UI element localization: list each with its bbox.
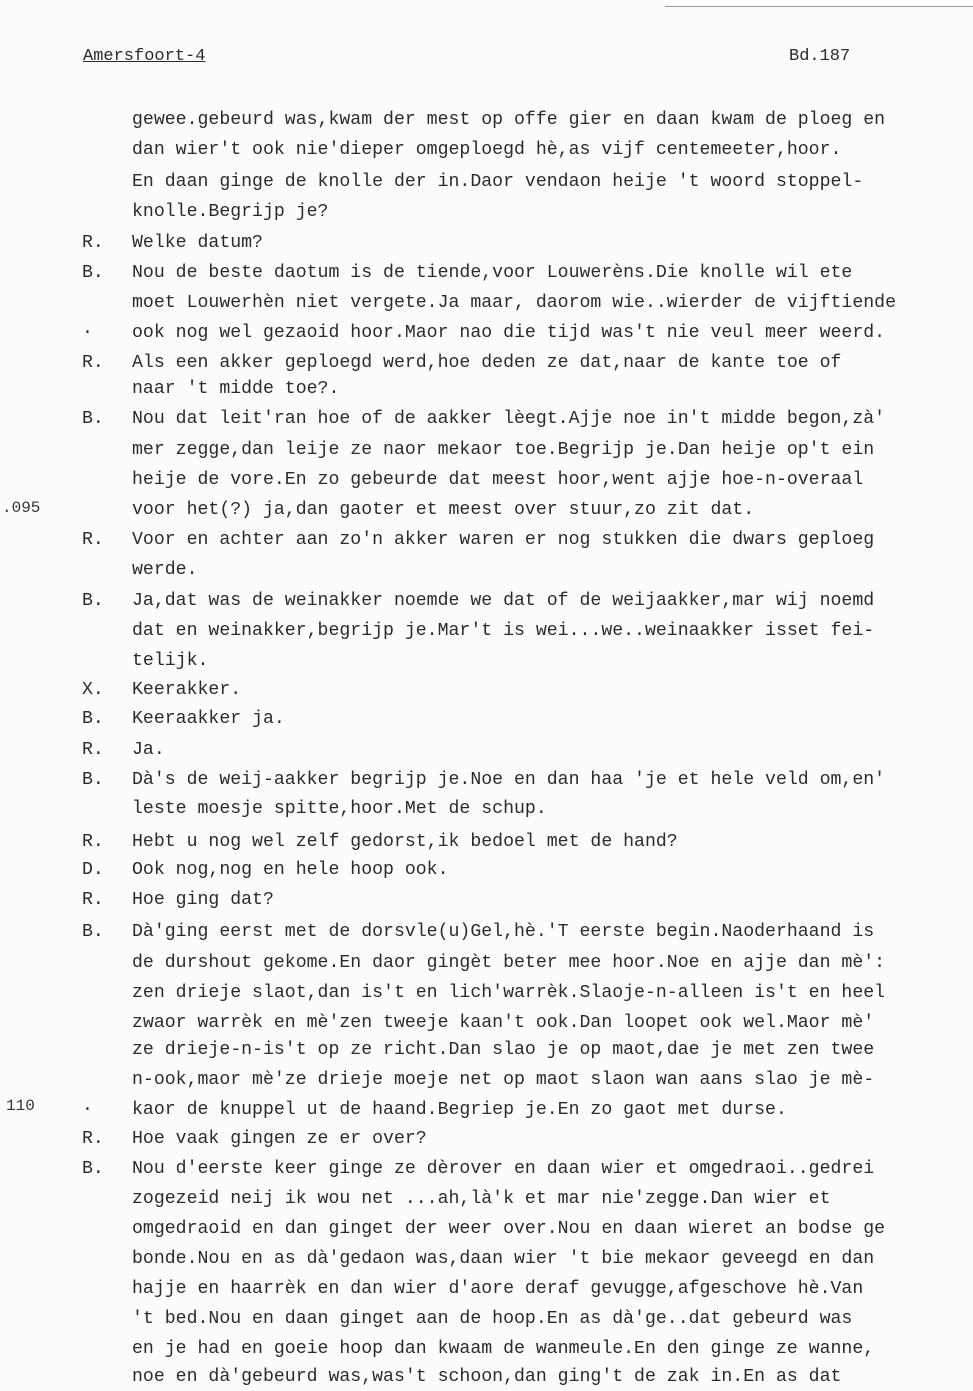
transcript-line (0, 407, 973, 431)
transcript-line (0, 1217, 973, 1241)
transcript-line (0, 1277, 973, 1301)
line-text: knolle.Begrijp je? (132, 202, 329, 222)
line-text: Hebt u nog wel zelf gedorst,ik bedoel met de hand? (132, 832, 678, 852)
transcript-line (0, 438, 973, 462)
transcript-line (0, 1187, 973, 1211)
speaker-label: R. (82, 353, 104, 373)
line-text: moet Louwerhèn niet vergete.Ja maar, daorom wie..wierder de vijftiende (132, 293, 896, 313)
transcript-line (0, 200, 973, 224)
line-text: bonde.Nou en as dà'gedaon was,daan wier 't bie mekaor geveegd en dan (132, 1249, 875, 1269)
line-text: Als een akker geploegd werd,hoe deden ze dat,naar de kante toe of (132, 353, 842, 373)
speaker-label: R. (82, 890, 104, 910)
transcript-line (0, 138, 973, 162)
transcript-line (0, 1365, 973, 1389)
transcript-line (0, 377, 973, 401)
line-text: zen drieje slaot,dan is't en lich'warrèk.Slaoje-n-alleen is't en heel (132, 983, 886, 1003)
line-text: Nou dat leit'ran hoe of de aakker lèegt.Ajje noe in't midde begon,zà' (132, 409, 886, 429)
transcript-line (0, 858, 973, 882)
line-text: werde. (132, 560, 198, 580)
speaker-label: B. (82, 263, 104, 283)
transcript-line (0, 768, 973, 792)
transcript-line (0, 738, 973, 762)
line-text: de durshout gekome.En daor gingèt beter mee hoor.Noe en ajje dan mè': (132, 953, 886, 973)
transcript-line (0, 231, 973, 255)
transcript-line (0, 321, 973, 345)
transcript-line (0, 981, 973, 1005)
line-text: mer zegge,dan leije ze naor mekaor toe.Begrijp je.Dan heije op't ein (132, 440, 875, 460)
speaker-label: B. (82, 922, 104, 942)
header-page-ref: Bd.187 (789, 47, 851, 66)
line-text: n-ook,maor mè'ze drieje moeje net op maot slaon wan aans slao je mè- (132, 1070, 875, 1090)
transcript-line (0, 1307, 973, 1331)
line-text: naar 't midde toe?. (132, 379, 340, 399)
line-text: Ook nog,nog en hele hoop ook. (132, 860, 449, 880)
transcript-line (0, 951, 973, 975)
speaker-label: D. (82, 860, 104, 880)
transcript-line (0, 261, 973, 285)
transcript-line (0, 589, 973, 613)
transcript-line (0, 498, 973, 522)
line-text: Nou de beste daotum is de tiende,voor Louwerèns.Die knolle wil ete (132, 263, 853, 283)
transcript-line (0, 1068, 973, 1092)
header-location: Amersfoort-4 (83, 47, 206, 66)
transcript-line (0, 1098, 973, 1122)
line-text: leste moesje spitte,hoor.Met de schup. (132, 799, 547, 819)
speaker-label: R. (82, 1129, 104, 1149)
speaker-label: B. (82, 770, 104, 790)
transcript-line (0, 707, 973, 731)
line-text: Dà's de weij-aakker begrijp je.Noe en dan haa 'je et hele veld om,en' (132, 770, 886, 790)
speaker-label: B. (82, 591, 104, 611)
line-text: dat en weinakker,begrijp je.Mar't is wei...we..weinaakker isset fei- (132, 621, 875, 641)
transcript-line (0, 1157, 973, 1181)
line-text: heije de vore.En zo gebeurde dat meest hoor,went ajje hoe-n-overaal (132, 470, 864, 490)
speaker-label: R. (82, 233, 104, 253)
line-text: telijk. (132, 651, 209, 671)
line-text: Hoe ging dat? (132, 890, 274, 910)
line-text: En daan ginge de knolle der in.Daor vendaon heije 't woord stoppel- (132, 172, 864, 192)
line-text: Keerakker. (132, 680, 242, 700)
transcript-line (0, 558, 973, 582)
transcript-line (0, 1011, 973, 1035)
top-rule (665, 6, 973, 7)
speaker-label: R. (82, 530, 104, 550)
line-text: Keeraakker ja. (132, 709, 285, 729)
line-text: dan wier't ook nie'dieper omgeploegd hè,as vijf centemeeter,hoor. (132, 140, 842, 160)
transcript-line (0, 649, 973, 673)
line-text: gewee.gebeurd was,kwam der mest op offe gier en daan kwam de ploeg en (132, 110, 886, 130)
line-text: voor het(?) ja,dan gaoter et meest over stuur,zo zit dat. (132, 500, 755, 520)
transcript-line (0, 351, 973, 375)
transcript-line (0, 108, 973, 132)
speaker-label: R. (82, 832, 104, 852)
line-text: Nou d'eerste keer ginge ze dèrover en daan wier et omgedraoi..gedrei (132, 1159, 875, 1179)
transcript-line (0, 1038, 973, 1062)
speaker-label: B. (82, 1159, 104, 1179)
line-text: 't bed.Nou en daan ginget aan de hoop.En as dà'ge..dat gebeurd was (132, 1309, 853, 1329)
line-text: kaor de knuppel ut de haand.Begriep je.En zo gaot met durse. (132, 1100, 787, 1120)
margin-counter-095: .095 (2, 499, 41, 517)
line-text: ze drieje-n-is't op ze richt.Dan slao je op maot,dae je met zen twee (132, 1040, 875, 1060)
line-text: ook nog wel gezaoid hoor.Maor nao die tijd was't nie veul meer weerd. (132, 323, 886, 343)
transcript-line (0, 830, 973, 854)
transcript-line (0, 888, 973, 912)
line-text: zwaor warrèk en mè'zen tweeje kaan't ook.Dan loopet ook wel.Maor mè' (132, 1013, 875, 1033)
line-text: Hoe vaak gingen ze er over? (132, 1129, 427, 1149)
line-text: omgedraoid en dan ginget der weer over.Nou en daan wieret an bodse ge (132, 1219, 886, 1239)
transcript-line (0, 1337, 973, 1361)
transcript-line (0, 797, 973, 821)
speaker-label: · (82, 1100, 93, 1120)
transcript-line (0, 528, 973, 552)
transcript-line (0, 920, 973, 944)
speaker-label: B. (82, 709, 104, 729)
margin-counter-110: 110 (6, 1097, 35, 1115)
transcript-line (0, 1247, 973, 1271)
transcript-line (0, 678, 973, 702)
line-text: en je had en goeie hoop dan kwaam de wanmeule.En den ginge ze wanne, (132, 1339, 875, 1359)
line-text: Voor en achter aan zo'n akker waren er nog stukken die dwars geploeg (132, 530, 875, 550)
line-text: Ja,dat was de weinakker noemde we dat of de weijaakker,mar wij noemd (132, 591, 875, 611)
line-text: noe en dà'gebeurd was,was't schoon,dan ging't de zak in.En as dat (132, 1367, 842, 1387)
transcript-line (0, 170, 973, 194)
transcript-line (0, 291, 973, 315)
speaker-label: X. (82, 680, 104, 700)
speaker-label: B. (82, 409, 104, 429)
transcript-line (0, 619, 973, 643)
line-text: Dà'ging eerst met de dorsvle(u)Gel,hè.'T eerste begin.Naoderhaand is (132, 922, 875, 942)
transcript-line (0, 468, 973, 492)
line-text: zogezeid neij ik wou net ...ah,là'k et mar nie'zegge.Dan wier et (132, 1189, 831, 1209)
speaker-label: R. (82, 740, 104, 760)
speaker-label: · (82, 323, 93, 343)
transcript-line (0, 1127, 973, 1151)
line-text: Welke datum? (132, 233, 263, 253)
line-text: Ja. (132, 740, 165, 760)
line-text: hajje en haarrèk en dan wier d'aore deraf gevugge,afgeschove hè.Van (132, 1279, 864, 1299)
